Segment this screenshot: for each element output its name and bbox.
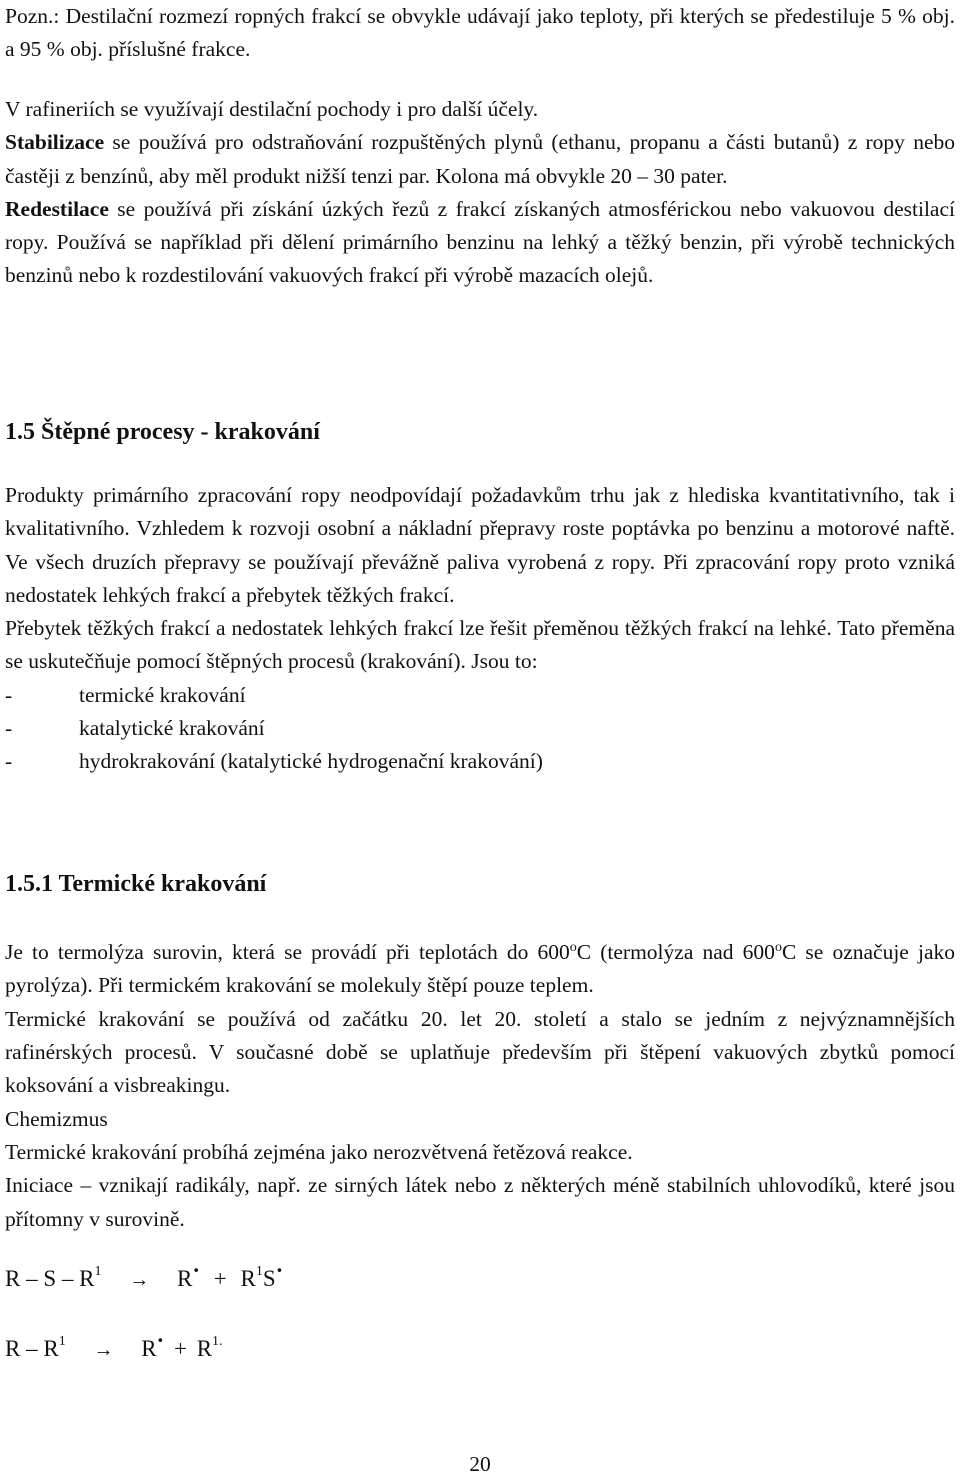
termolyza-text-c: C se označuje jako pyrolýza). Při termickém krakování se molekuly štěpí pouze teplem. — [5, 940, 955, 998]
chemizmus-label: Chemizmus — [5, 1106, 108, 1131]
eq1-radical-2: R — [240, 1266, 256, 1291]
eq1-plus: + — [213, 1266, 227, 1291]
list-dash: - — [5, 682, 13, 707]
section-1-5-1-body — [5, 931, 955, 1236]
radical-dot-icon: · — [192, 1258, 200, 1283]
redestilace-paragraph — [5, 193, 955, 293]
reaction-paragraph: Termické krakování probíhá zejména jako nerozvětvená řetězová reakce. — [5, 1139, 633, 1164]
refinery-block — [5, 93, 955, 293]
section-1-5-body — [5, 479, 955, 779]
equation-1 — [5, 1258, 284, 1292]
eq2-radical-2-sup: 1. — [212, 1334, 223, 1350]
note-label: Pozn.: — [5, 4, 60, 28]
note-text: Destilační rozmezí ropných frakcí se obvykle udávají jako teploty, při kterých se předestiluje 5 % obj. a 95 % obj. příslušné frakce. — [5, 4, 955, 62]
list-item-text: katalytické krakování — [79, 716, 265, 741]
degree-sup: o — [774, 940, 782, 955]
redestilace-term: Redestilace — [5, 196, 109, 221]
eq1-reactant: R – S – R — [5, 1266, 95, 1291]
eq2-plus: + — [173, 1336, 187, 1361]
note-paragraph — [5, 0, 955, 67]
section-heading-1-5-1: 1.5.1 Termické krakování — [5, 871, 267, 897]
list-item — [5, 679, 955, 712]
list-item-text: hydrokrakování (katalytické hydrogenační krakování) — [79, 749, 543, 774]
stabilizace-paragraph — [5, 126, 955, 193]
list-item — [5, 745, 955, 778]
arrow-icon: → — [129, 1269, 150, 1291]
redestilace-text: se používá při získání úzkých řezů z frakcí získaných atmosférickou nebo vakuovou destilací ropy. Používá se například při dělení primárního benzinu na lehký a těžký benzin, při výrobě technických benzinů nebo k rozdestilování vakuových frakcí při výrobě mazacích olejů. — [5, 196, 955, 288]
section-1-5 — [5, 416, 955, 449]
eq2-reactant: R – R — [5, 1336, 59, 1361]
eq1-radical-2-sup: 1 — [255, 1264, 263, 1280]
equation-2 — [5, 1328, 223, 1362]
process-list — [5, 679, 955, 779]
degree-sup: o — [569, 940, 577, 955]
termolyza-paragraph — [5, 931, 955, 1003]
section-1-5-paragraph-1: Produkty primárního zpracování ropy neodpovídají požadavkům trhu jak z hlediska kvantitativního, tak i kvalitativního. Vzhledem k rozvoji osobní a nákladní přepravy roste poptávka po benzinu a motorové naftě. Ve všech druzích přepravy se používají převážně paliva vyrobená z ropy. Při zpracování ropy proto vzniká nedostatek lehkých frakcí a přebytek těžkých frakcí. — [5, 483, 955, 607]
eq1-radical-1: R — [176, 1266, 193, 1291]
list-dash: - — [5, 749, 13, 774]
list-item — [5, 712, 955, 745]
list-item-text: termické krakování — [79, 682, 246, 707]
termolyza-text-b: C (termolýza nad 600 — [576, 940, 775, 965]
section-heading-1-5: 1.5 Štěpné procesy - krakování — [5, 419, 320, 445]
history-paragraph: Termické krakování se používá od začátku 20. let 20. století a stalo se jedním z nejvýznamnějších rafinérských procesů. V současné době se uplatňuje především při štěpení vakuových zbytků pomocí koksování a visbreakingu. — [5, 1006, 955, 1098]
radical-dot-icon: · — [156, 1328, 165, 1353]
arrow-icon: → — [93, 1339, 114, 1361]
eq2-reactant-sup: 1 — [58, 1334, 66, 1350]
stabilizace-text: se používá pro odstraňování rozpuštěných plynů (ethanu, propanu a části butanů) z ropy nebo častěji z benzínů, aby měl produkt nižší tenzi par. Kolona má obvykle 20 – 30 pater. — [5, 130, 955, 188]
refinery-paragraph: V rafineriích se využívají destilační pochody i pro další účely. — [5, 97, 539, 121]
eq1-radical-2-s: S — [262, 1266, 276, 1291]
page-number: 20 — [469, 1452, 491, 1476]
eq2-radical-2: R — [196, 1336, 213, 1361]
radical-dot-icon: · — [275, 1258, 284, 1283]
section-1-5-paragraph-2: Přebytek těžkých frakcí a nedostatek lehkých frakcí lze řešit přeměnou těžkých frakcí na lehké. Tato přeměna se uskutečňuje pomocí štěpných procesů (krakování). Jsou to: — [5, 616, 955, 674]
eq1-reactant-sup: 1 — [94, 1264, 102, 1280]
iniciace-paragraph: Iniciace – vznikají radikály, např. ze sirných látek nebo z některých méně stabilních uhlovodíků, které jsou přítomny v surovině. — [5, 1173, 955, 1231]
stabilizace-term: Stabilizace — [5, 130, 105, 155]
section-1-5-1 — [5, 868, 955, 901]
eq2-radical-1: R — [141, 1336, 157, 1361]
note-block — [5, 0, 955, 67]
termolyza-text-a: Je to termolýza surovin, která se provádí při teplotách do 600 — [5, 940, 570, 965]
list-dash: - — [5, 716, 13, 741]
